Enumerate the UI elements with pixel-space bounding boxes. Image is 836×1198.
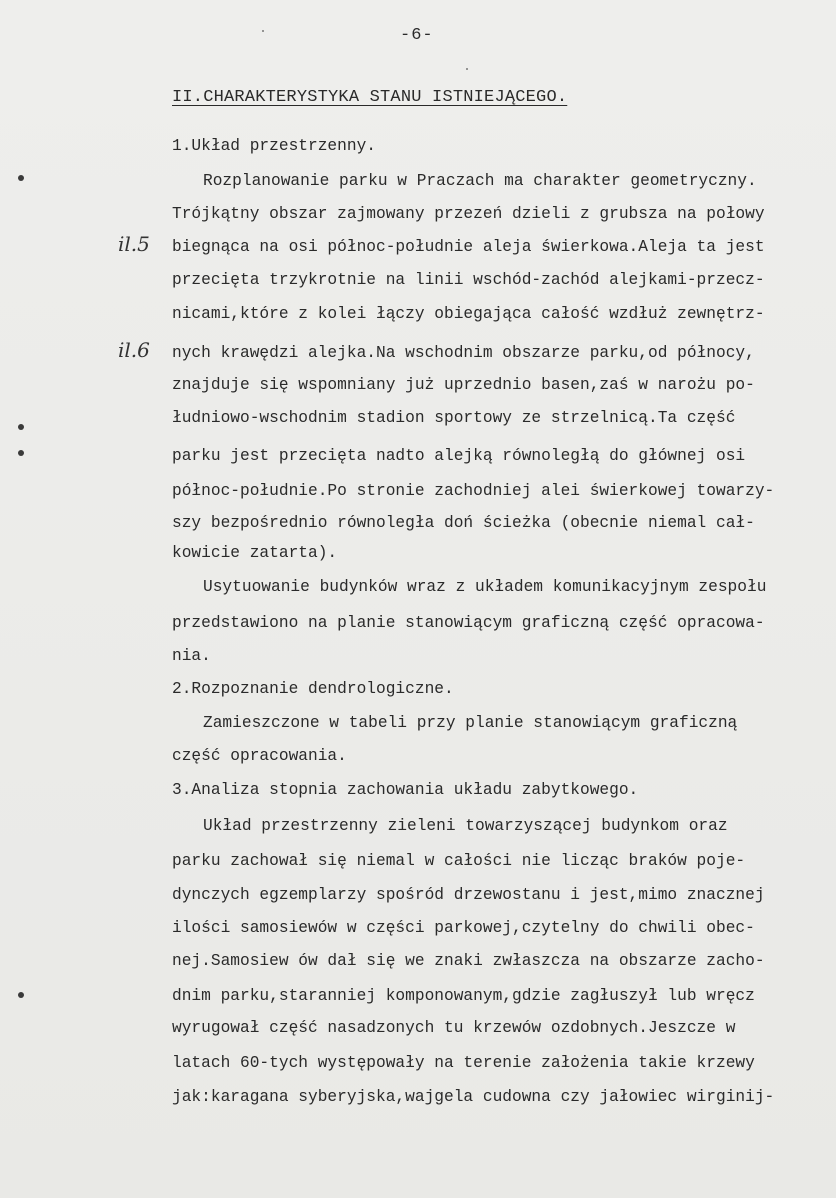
punch-hole-mark (18, 992, 24, 998)
punch-hole-mark (18, 175, 24, 181)
text-line: dnim parku,staranniej komponowanym,gdzie zagłuszył lub wręcz (172, 987, 755, 1005)
text-line: ilości samosiewów w części parkowej,czytelny do chwili obec- (172, 919, 755, 937)
text-line: Usytuowanie budynków wraz z układem komunikacyjnym zespołu (203, 578, 767, 596)
punch-hole-mark (18, 450, 24, 456)
section-heading: II.CHARAKTERYSTYKA STANU ISTNIEJĄCEGO. (172, 88, 568, 107)
text-line: dynczych egzemplarzy spośród drzewostanu i jest,mimo znacznej (172, 886, 765, 904)
text-line: kowicie zatarta). (172, 544, 338, 562)
paper-speck (262, 30, 264, 32)
text-line: biegnąca na osi północ-południe aleja świerkowa.Aleja ta jest (172, 238, 765, 256)
text-line: parku zachował się niemal w całości nie licząc braków poje- (172, 852, 746, 870)
text-line: parku jest przecięta nadto alejką równoległą do głównej osi (172, 447, 746, 465)
text-line: część opracowania. (172, 747, 347, 765)
text-line: 3.Analiza stopnia zachowania układu zabytkowego. (172, 781, 639, 799)
margin-note-il6: il.6 (118, 338, 150, 362)
text-line: jak:karagana syberyjska,wajgela cudowna czy jałowiec wirginij- (172, 1088, 775, 1106)
text-line: północ-południe.Po stronie zachodniej alei świerkowej towarzy- (172, 482, 775, 500)
text-line: Rozplanowanie parku w Praczach ma charakter geometryczny. (203, 172, 757, 190)
punch-hole-mark (18, 424, 24, 430)
margin-note-il5: il.5 (118, 232, 150, 256)
text-line: Układ przestrzenny zieleni towarzyszącej budynkom oraz (203, 817, 728, 835)
text-line: latach 60-tych występowały na terenie założenia takie krzewy (172, 1054, 755, 1072)
text-line: nej.Samosiew ów dał się we znaki zwłaszcza na obszarze zacho- (172, 952, 765, 970)
text-line: Zamieszczone w tabeli przy planie stanowiącym graficzną (203, 714, 738, 732)
text-line: 1.Układ przestrzenny. (172, 137, 376, 155)
text-line: nia. (172, 647, 211, 665)
page-number: -6- (400, 26, 434, 45)
text-line: nych krawędzi alejka.Na wschodnim obszarze parku,od północy, (172, 344, 755, 362)
text-line: 2.Rozpoznanie dendrologiczne. (172, 680, 454, 698)
paper-speck (466, 68, 468, 70)
text-line: łudniowo-wschodnim stadion sportowy ze strzelnicą.Ta część (172, 409, 736, 427)
text-line: szy bezpośrednio równoległa doń ścieżka (obecnie niemal cał- (172, 514, 755, 532)
text-line: przedstawiono na planie stanowiącym graficzną część opracowa- (172, 614, 765, 632)
text-line: nicami,które z kolei łączy obiegająca całość wzdłuż zewnętrz- (172, 305, 765, 323)
text-line: znajduje się wspomniany już uprzednio basen,zaś w narożu po- (172, 376, 755, 394)
text-line: Trójkątny obszar zajmowany przezeń dzieli z grubsza na połowy (172, 205, 765, 223)
text-line: przecięta trzykrotnie na linii wschód-zachód alejkami-przecz- (172, 271, 765, 289)
text-line: wyrugował część nasadzonych tu krzewów ozdobnych.Jeszcze w (172, 1019, 736, 1037)
